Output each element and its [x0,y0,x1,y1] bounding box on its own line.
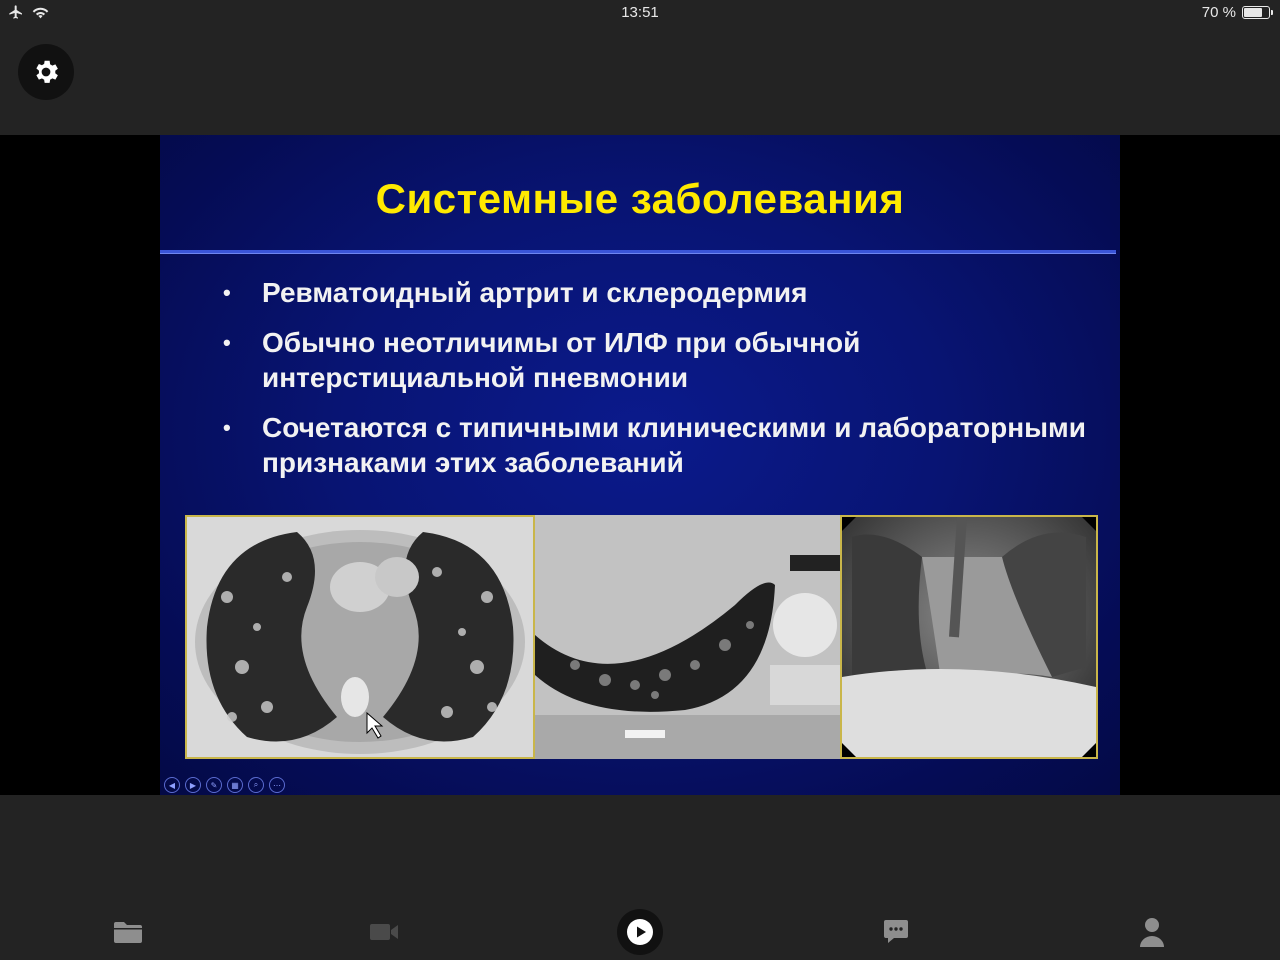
battery-percent: 70 % [1201,4,1236,21]
slide-controls [164,777,285,793]
tab-presentation[interactable] [615,907,665,957]
tab-bar [0,795,1280,960]
tab-profile[interactable] [1127,907,1177,957]
play-button [617,909,663,955]
chest-xray-image [840,515,1098,759]
status-bar [0,0,1280,26]
battery-level [1244,8,1262,17]
tab-files[interactable] [103,907,153,957]
tab-chat[interactable] [871,907,921,957]
ct-scan-image [185,515,535,759]
chat-icon [882,919,910,945]
bullet-list [220,275,1100,495]
title-divider [160,250,1116,253]
zoom-button[interactable]: ⌕ [248,777,264,793]
battery-status [1202,4,1270,21]
bullet-text: Ревматоидный артрит и склеродермия [262,277,808,308]
pen-tool-button[interactable]: ✎ [206,777,222,793]
ct-scan-detail-image [535,515,840,759]
tab-video[interactable] [359,907,409,957]
bullet-item: • Ревматоидный артрит и склеродермия [223,277,808,308]
bullet-item: • Сочетаются с типичными клиническими и лабораторными признаками этих заболеваний [223,412,1086,478]
bullet-text: Сочетаются с типичными клиническими и лабораторными признаками этих заболеваний [262,412,1086,478]
more-options-button[interactable]: ⋯ [269,777,285,793]
presentation-stage [0,135,1280,795]
play-icon [626,918,654,946]
bullet-text: Обычно неотличимы от ИЛФ при обычной интерстициальной пневмонии [262,327,861,393]
person-icon [1139,917,1165,947]
settings-button[interactable] [18,44,74,100]
bullet-item: • Обычно неотличимы от ИЛФ при обычной интерстициальной пневмонии [223,327,861,393]
next-slide-button[interactable]: ▶ [185,777,201,793]
slide[interactable] [160,135,1120,795]
folder-icon [113,920,143,944]
status-time: 13:51 [621,4,659,21]
slide-title: Системные заболевания [375,175,905,222]
battery-icon [1242,6,1270,19]
gear-icon [31,57,61,87]
previous-slide-button[interactable]: ◀ [164,777,180,793]
video-camera-icon [369,921,399,943]
slides-overview-button[interactable]: ▦ [227,777,243,793]
